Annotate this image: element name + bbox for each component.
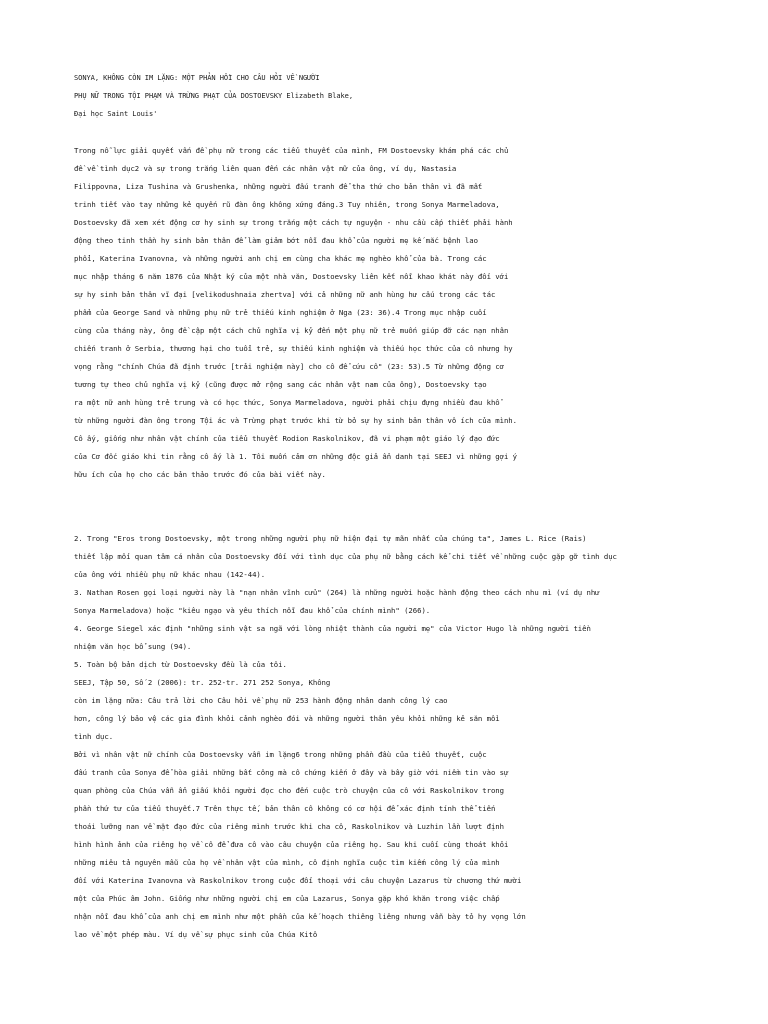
note-text-line: 2. Trong "Eros trong Dostoevsky, một trong những người phụ nữ hiện đại tự mãn nhất của chúng ta", James L. Rice (Rais) xyxy=(74,534,587,543)
body-text-line: trinh tiết vào tay những kẻ quyến rũ đàn ông không xứng đáng.3 Tuy nhiên, trong Sonya Marmeladova, xyxy=(74,200,500,209)
note-text-line: SEEJ, Tập 50, Số 2 (2006): tr. 252-tr. 271 252 Sonya, Không xyxy=(74,678,331,687)
note-text-line: 5. Toàn bộ bản dịch từ Dostoevsky đều là của tôi. xyxy=(74,660,287,669)
note-text-line: hơn, công lý bảo vệ các gia đình khỏi cảnh nghèo đói và những người thân yêu khỏi những kẻ săn mồi xyxy=(74,714,500,723)
body-text-line: ra một nữ anh hùng trẻ trung và có học thức, Sonya Marmeladova, người phải chịu đựng nhiều đau khổ xyxy=(74,398,500,407)
body-text-line: sự hy sinh bản thân vĩ đại [velikodushnaia zhertva] với cả những nữ anh hùng hư cấu trong các tác xyxy=(74,290,496,299)
document-title xyxy=(74,69,714,123)
body-text-line: phổi, Katerina Ivanovna, và những người anh chị em cùng cha khác mẹ nghèo khổ của bà. Trong các xyxy=(74,254,487,263)
body-text-line: chiến tranh ở Serbia, thương hại cho tuổi trẻ, sự thiếu kinh nghiệm và thiếu học thức của cô nhưng hy xyxy=(74,344,513,353)
body-text-line: hữu ích của họ cho các bản thảo trước đó của bài viết này. xyxy=(74,470,326,479)
body-text-line: từ những người đàn ông trong Tội ác và Trừng phạt trước khi từ bỏ sự hy sinh bản thân vô ích của mình. xyxy=(74,416,517,425)
body-text-line: động theo tinh thần hy sinh bản thân để làm giảm bớt nỗi đau khổ của người mẹ kế mắc bệnh lao xyxy=(74,236,478,245)
note-text-line: của ông với nhiều phụ nữ khác nhau (142-44). xyxy=(74,570,266,579)
note-text-line: thiết lập mối quan tâm cá nhân của Dostoevsky đối với tình dục của phụ nữ bằng cách kể chi tiết về những cuộc gặp gỡ tình dục xyxy=(74,552,617,561)
note-text-line: hình hình ảnh của riêng họ về cô để đưa cô vào câu chuyện của riêng họ. Sau khi cuối cùng thoát khỏi xyxy=(74,840,509,849)
note-text-line: Bởi vì nhân vật nữ chính của Dostoevsky vẫn im lặng6 trong những phần đầu của tiểu thuyết, cuộc xyxy=(74,750,487,759)
note-text-line: đối với Katerina Ivanovna và Raskolnikov trong cuộc đối thoại với câu chuyện Lazarus từ chương thứ mười xyxy=(74,876,522,885)
body-text-line: Trong nỗ lực giải quyết vấn đề phụ nữ trong các tiểu thuyết của mình, FM Dostoevsky khám phá các chủ xyxy=(74,146,509,155)
body-text-line: tương tự theo chủ nghĩa vị kỷ (cũng được mở rộng sang các nhân vật nam của ông), Dostoevsky tạo xyxy=(74,380,487,389)
title-line: Đại học Saint Louis' xyxy=(74,110,158,118)
note-text-line: một của Phúc âm John. Giống như những người chị em của Lazarus, Sonya gặp khó khăn trong việc chấp xyxy=(74,894,500,903)
body-text-line: Dostoevsky đã xem xét động cơ hy sinh sự trong trắng một cách tự nguyện - nhu cầu cấp thiết phải hành xyxy=(74,218,513,227)
note-text-line: phần thứ tư của tiểu thuyết.7 Trên thực tế, bản thân cô không có cơ hội để xác định tính thể tiến xyxy=(74,804,496,813)
note-text-line: thoái lưỡng nan về mặt đạo đức của riêng mình trước khi cha cô, Raskolnikov và Luzhin lần lượt định xyxy=(74,822,504,831)
note-text-line: còn im lặng nữa: Câu trả lời cho Câu hỏi về phụ nữ 253 hành động nhân danh công lý cao xyxy=(74,696,448,705)
note-text-line: nhiệm văn học bổ sung (94). xyxy=(74,642,192,651)
note-text-line: Sonya Marmeladova) hoặc "kiêu ngạo và yêu thích nỗi đau khổ của chính mình" (266). xyxy=(74,606,431,615)
body-text-line: của Cơ đốc giáo khi tin rằng cô ấy là 1. Tôi muốn cảm ơn những độc giả ẩn danh tại SEEJ vì những gợi ý xyxy=(74,452,517,461)
note-text-line: quan phòng của Chúa vẫn ẩn giấu khỏi người đọc cho đến cuộc trò chuyện của cô với Raskolnikov trong xyxy=(74,786,504,795)
body-text-line: mục nhập tháng 6 năm 1876 của Nhật ký của một nhà văn, Dostoevsky liên kết nỗi khao khát này đối với xyxy=(74,272,509,281)
title-line: PHỤ NỮ TRONG TỘI PHẠM VÀ TRỪNG PHẠT CỦA DOSTOEVSKY Elizabeth Blake, xyxy=(74,92,354,100)
body-paragraph xyxy=(74,142,714,484)
footnotes-and-continuation xyxy=(74,530,714,944)
body-text-line: Cô ấy, giống như nhân vật chính của tiểu thuyết Rodion Raskolnikov, đã vi phạm một giáo lý đạo đức xyxy=(74,434,500,443)
note-text-line: 3. Nathan Rosen gọi loại người này là "nạn nhân vĩnh cửu" (264) là những người hoặc hành động theo cách nhu mì (ví dụ như xyxy=(74,588,600,597)
body-text-line: vọng rằng "chính Chúa đã định trước [trải nghiệm này] cho cô để cứu cô" (23: 53).5 Từ những động cơ xyxy=(74,362,504,371)
note-text-line: những miêu tả nguyên mẫu của họ về nhân vật của mình, cô định nghĩa cuộc tìm kiếm công lý của mình xyxy=(74,858,500,867)
note-text-line: lao về một phép màu. Ví dụ về sự phục sinh của Chúa Kitô xyxy=(74,930,318,939)
note-text-line: đấu tranh của Sonya để hòa giải những bất công mà cô chứng kiến ở đây và bây giờ với niềm tin vào sự xyxy=(74,768,509,777)
body-text-line: phẩm của George Sand và những phụ nữ trẻ thiếu kinh nghiệm ở Nga (23: 36).4 Trong mục nhập cuối xyxy=(74,308,487,317)
title-line: SONYA, KHÔNG CÒN IM LẶNG: MỘT PHẢN HỒI CHO CÂU HỎI VỀ NGƯỜI xyxy=(74,74,320,82)
body-text-line: Filippovna, Liza Tushina và Grushenka, những người đấu tranh để tha thứ cho bản thân vì đã mất xyxy=(74,182,483,191)
note-text-line: nhận nỗi đau khổ của anh chị em mình như một phần của kế hoạch thiêng liêng nhưng vẫn bày tỏ hy vọng lớn xyxy=(74,912,526,921)
body-text-line: đề về tình dục2 và sự trong trắng liên quan đến các nhân vật nữ của ông, ví dụ, Nastasia xyxy=(74,164,457,173)
note-text-line: 4. George Siegel xác định "những sinh vật sa ngã với lòng nhiệt thành của người mẹ" của Victor Hugo là những người tiền xyxy=(74,624,591,633)
note-text-line: tình dục. xyxy=(74,732,114,741)
body-text-line: cùng của tháng này, ông đề cập một cách chủ nghĩa vị kỷ đến một phụ nữ trẻ muốn giúp đỡ các nạn nhân xyxy=(74,326,509,335)
